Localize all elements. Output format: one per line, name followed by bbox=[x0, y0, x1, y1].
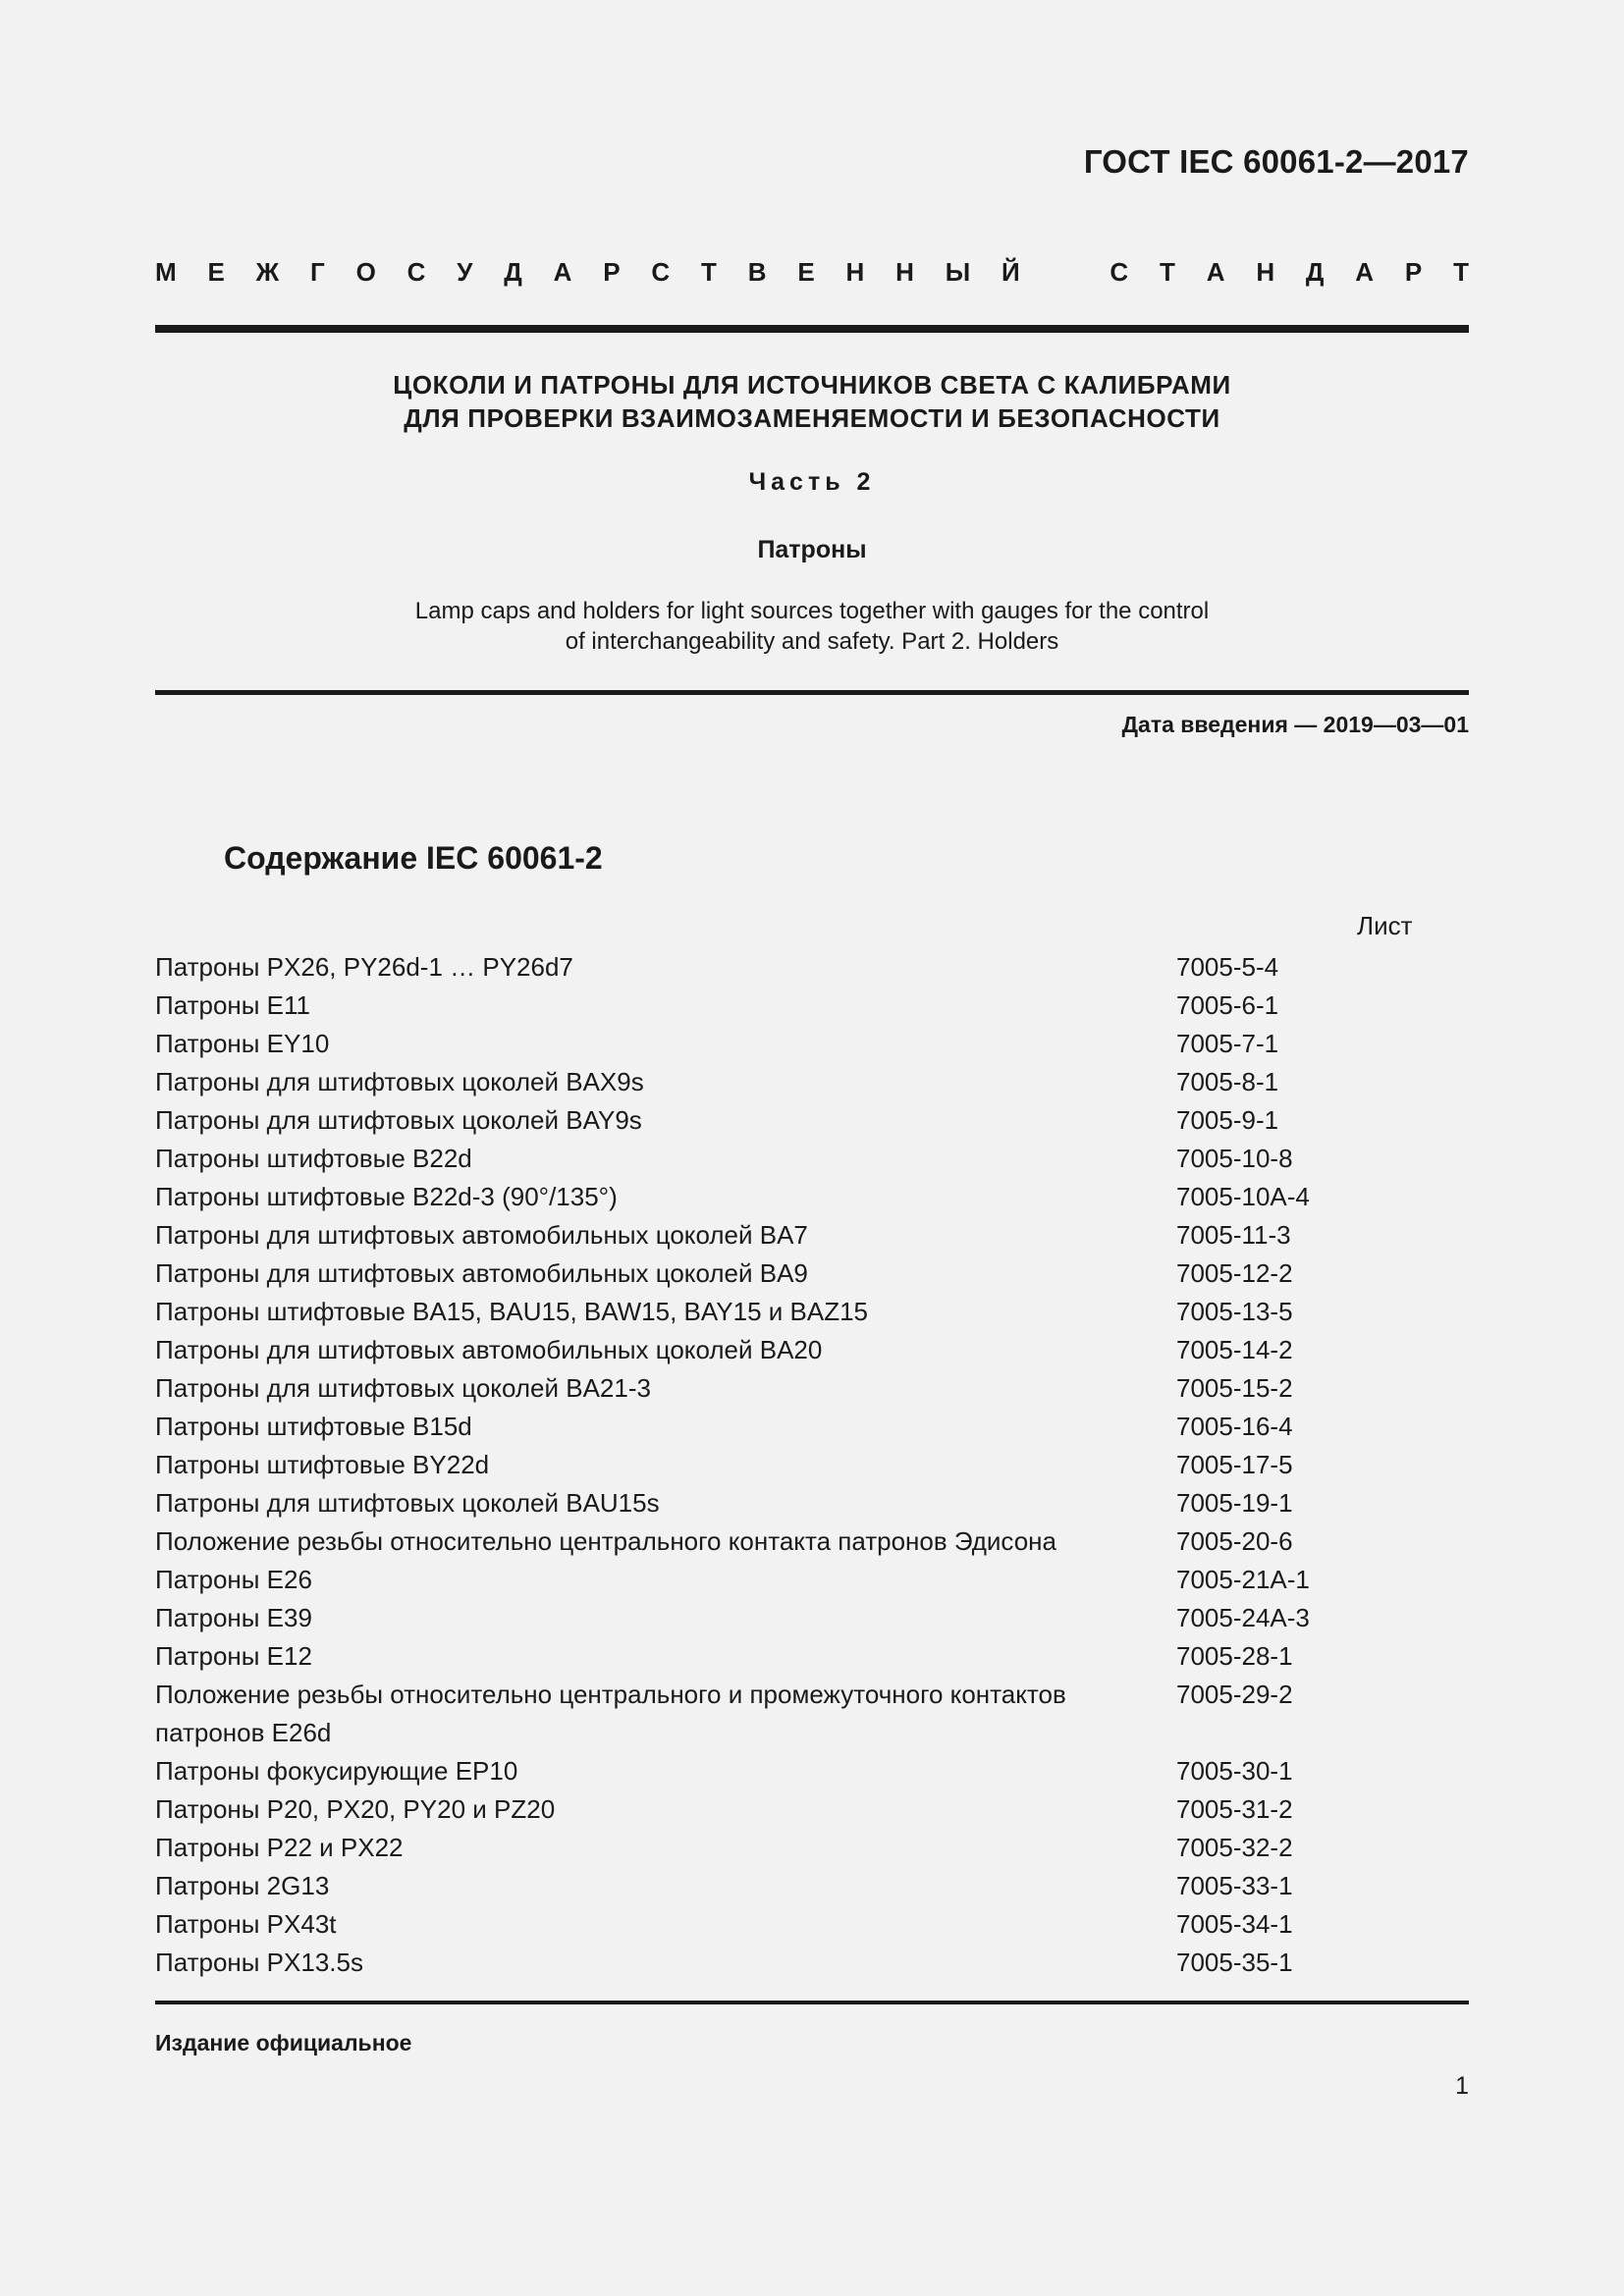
toc-row-title: Патроны для штифтовых цоколей BA21-3 bbox=[155, 1373, 651, 1403]
toc-row bbox=[155, 1676, 1469, 1752]
toc-row-sheet: 7005-24A-3 bbox=[1176, 1603, 1310, 1632]
toc-row-sheet: 7005-21A-1 bbox=[1176, 1565, 1310, 1594]
toc-row-sheet: 7005-5-4 bbox=[1176, 952, 1279, 982]
interstate-standard-heading bbox=[155, 257, 1469, 288]
toc-row-sheet: 7005-11-3 bbox=[1176, 1220, 1291, 1250]
toc-row bbox=[155, 1369, 1469, 1408]
interstate-letter: Т bbox=[1159, 257, 1175, 287]
title-line-1: ЦОКОЛИ И ПАТРОНЫ ДЛЯ ИСТОЧНИКОВ СВЕТА С КАЛИБРАМИ bbox=[393, 370, 1231, 400]
toc-row-title: Патроны PX26, PY26d-1 … PY26d7 bbox=[155, 952, 573, 982]
toc-row-title: Патроны для штифтовых цоколей BAX9s bbox=[155, 1067, 644, 1096]
toc-row bbox=[155, 1216, 1469, 1255]
toc-row-sheet: 7005-28-1 bbox=[1176, 1641, 1293, 1671]
english-title-line-2: of interchangeability and safety. Part 2. Holders bbox=[565, 628, 1059, 655]
interstate-letter: А bbox=[1206, 257, 1225, 287]
page-number: 1 bbox=[1455, 2072, 1469, 2100]
toc-row bbox=[155, 1944, 1469, 1982]
toc-row bbox=[155, 1293, 1469, 1331]
toc-row bbox=[155, 1522, 1469, 1561]
toc-row-sheet: 7005-16-4 bbox=[1176, 1412, 1293, 1441]
word-gap bbox=[1052, 257, 1079, 288]
document-title bbox=[155, 368, 1469, 435]
introduction-date: Дата введения — 2019—03—01 bbox=[1121, 712, 1469, 737]
toc-row-title: Патроны P20, PX20, PY20 и PZ20 bbox=[155, 1794, 556, 1824]
toc-row-title: Патроны штифтовые BA15, BAU15, BAW15, BAY15 и BAZ15 bbox=[155, 1297, 869, 1326]
toc-row-title: Положение резьбы относительно центрального и промежуточного контактов патронов E26d bbox=[155, 1680, 1066, 1747]
toc-row-title: Патроны для штифтовых автомобильных цоколей BA9 bbox=[155, 1258, 808, 1288]
part-label: Часть 2 bbox=[748, 468, 876, 496]
toc-row-title: Положение резьбы относительно центрального контакта патронов Эдисона bbox=[155, 1526, 1056, 1556]
english-title bbox=[155, 596, 1469, 657]
toc-row-title: Патроны для штифтовых цоколей BAU15s bbox=[155, 1488, 660, 1518]
interstate-letter: Т bbox=[1453, 257, 1469, 287]
official-edition-label: Издание официальное bbox=[155, 2030, 412, 2056]
toc-row-sheet: 7005-19-1 bbox=[1176, 1488, 1293, 1518]
sheet-column-label: Лист bbox=[1357, 911, 1413, 940]
interstate-letter: Д bbox=[504, 257, 522, 287]
interstate-letter: О bbox=[355, 257, 376, 287]
toc-row bbox=[155, 1752, 1469, 1790]
toc-row-sheet: 7005-13-5 bbox=[1176, 1297, 1293, 1326]
toc-row-sheet: 7005-29-2 bbox=[1176, 1680, 1293, 1709]
toc-row-sheet: 7005-12-2 bbox=[1176, 1258, 1293, 1288]
toc-row-title: Патроны E12 bbox=[155, 1641, 312, 1671]
toc-row bbox=[155, 948, 1469, 987]
interstate-letter: Й bbox=[1001, 257, 1020, 287]
toc-row bbox=[155, 1101, 1469, 1140]
interstate-letter: Г bbox=[310, 257, 325, 287]
toc-row-sheet: 7005-8-1 bbox=[1176, 1067, 1279, 1096]
interstate-letter: У bbox=[457, 257, 473, 287]
interstate-letter: Е bbox=[207, 257, 225, 287]
toc-row-sheet: 7005-17-5 bbox=[1176, 1450, 1293, 1479]
toc-row-title: Патроны PX43t bbox=[155, 1909, 337, 1939]
toc-row-sheet: 7005-7-1 bbox=[1176, 1029, 1279, 1058]
standard-number: ГОСТ IEC 60061-2—2017 bbox=[1083, 143, 1469, 180]
footer-rule bbox=[155, 2001, 1469, 2004]
toc-row-sheet: 7005-31-2 bbox=[1176, 1794, 1293, 1824]
toc-row bbox=[155, 987, 1469, 1025]
interstate-letter: А bbox=[553, 257, 572, 287]
toc-row-sheet: 7005-15-2 bbox=[1176, 1373, 1293, 1403]
contents-heading: Содержание IEC 60061-2 bbox=[224, 840, 603, 876]
toc-row bbox=[155, 1829, 1469, 1867]
interstate-letter: Т bbox=[701, 257, 717, 287]
part-subtitle: Патроны bbox=[757, 536, 867, 563]
toc-row-sheet: 7005-10A-4 bbox=[1176, 1182, 1310, 1211]
interstate-letter: А bbox=[1355, 257, 1375, 287]
interstate-letter: Ы bbox=[945, 257, 971, 287]
toc-row bbox=[155, 1905, 1469, 1944]
title-line-2: ДЛЯ ПРОВЕРКИ ВЗАИМОЗАМЕНЯЕМОСТИ И БЕЗОПАСНОСТИ bbox=[404, 403, 1220, 433]
toc-row-title: Патроны штифтовые B22d bbox=[155, 1144, 472, 1173]
toc-row-title: Патроны EY10 bbox=[155, 1029, 330, 1058]
toc-row bbox=[155, 1255, 1469, 1293]
contents-table bbox=[155, 948, 1469, 1982]
interstate-letter: С bbox=[1110, 257, 1129, 287]
toc-row-sheet: 7005-35-1 bbox=[1176, 1948, 1293, 1977]
toc-row bbox=[155, 1140, 1469, 1178]
interstate-letter: М bbox=[155, 257, 177, 287]
interstate-letter: Н bbox=[1256, 257, 1275, 287]
english-title-line-1: Lamp caps and holders for light sources together with gauges for the control bbox=[414, 598, 1210, 624]
toc-row bbox=[155, 1408, 1469, 1446]
toc-row-title: Патроны PX13.5s bbox=[155, 1948, 363, 1977]
toc-row-sheet: 7005-6-1 bbox=[1176, 990, 1279, 1020]
toc-row bbox=[155, 1178, 1469, 1216]
toc-row-title: Патроны E39 bbox=[155, 1603, 312, 1632]
toc-row bbox=[155, 1637, 1469, 1676]
title-bottom-rule bbox=[155, 690, 1469, 695]
toc-row-title: Патроны штифтовые B15d bbox=[155, 1412, 472, 1441]
interstate-letter: Р bbox=[1404, 257, 1423, 287]
toc-row-sheet: 7005-20-6 bbox=[1176, 1526, 1293, 1556]
interstate-letter: Ж bbox=[255, 257, 280, 287]
interstate-letter: Н bbox=[845, 257, 865, 287]
interstate-letter: Д bbox=[1305, 257, 1325, 287]
toc-row-title: Патроны фокусирующие EP10 bbox=[155, 1756, 518, 1786]
toc-row bbox=[155, 1025, 1469, 1063]
toc-row-title: Патроны штифтовые BY22d bbox=[155, 1450, 490, 1479]
interstate-letter: С bbox=[651, 257, 671, 287]
toc-row bbox=[155, 1331, 1469, 1369]
toc-row-title: Патроны для штифтовых автомобильных цоколей BA20 bbox=[155, 1335, 823, 1364]
toc-row-title: Патроны E26 bbox=[155, 1565, 312, 1594]
toc-row bbox=[155, 1446, 1469, 1484]
toc-row-sheet: 7005-9-1 bbox=[1176, 1105, 1279, 1135]
toc-row bbox=[155, 1790, 1469, 1829]
interstate-letter: Н bbox=[895, 257, 914, 287]
interstate-letter: Р bbox=[603, 257, 621, 287]
toc-row bbox=[155, 1561, 1469, 1599]
toc-row-sheet: 7005-34-1 bbox=[1176, 1909, 1293, 1939]
top-rule bbox=[155, 325, 1469, 333]
toc-row-sheet: 7005-33-1 bbox=[1176, 1871, 1293, 1900]
interstate-letter: В bbox=[747, 257, 767, 287]
toc-row-title: Патроны для штифтовых цоколей BAY9s bbox=[155, 1105, 642, 1135]
toc-row-sheet: 7005-10-8 bbox=[1176, 1144, 1293, 1173]
toc-row bbox=[155, 1599, 1469, 1637]
toc-row bbox=[155, 1063, 1469, 1101]
toc-row-sheet: 7005-30-1 bbox=[1176, 1756, 1293, 1786]
toc-row bbox=[155, 1484, 1469, 1522]
toc-row-title: Патроны P22 и PX22 bbox=[155, 1833, 404, 1862]
toc-row-title: Патроны штифтовые B22d-3 (90°/135°) bbox=[155, 1182, 618, 1211]
toc-row-sheet: 7005-32-2 bbox=[1176, 1833, 1293, 1862]
toc-row-title: Патроны E11 bbox=[155, 990, 311, 1020]
toc-row-sheet: 7005-14-2 bbox=[1176, 1335, 1293, 1364]
toc-row-title: Патроны для штифтовых автомобильных цоколей BA7 bbox=[155, 1220, 808, 1250]
interstate-letter: С bbox=[406, 257, 426, 287]
toc-row-title: Патроны 2G13 bbox=[155, 1871, 330, 1900]
interstate-letter: Е bbox=[797, 257, 815, 287]
toc-row bbox=[155, 1867, 1469, 1905]
